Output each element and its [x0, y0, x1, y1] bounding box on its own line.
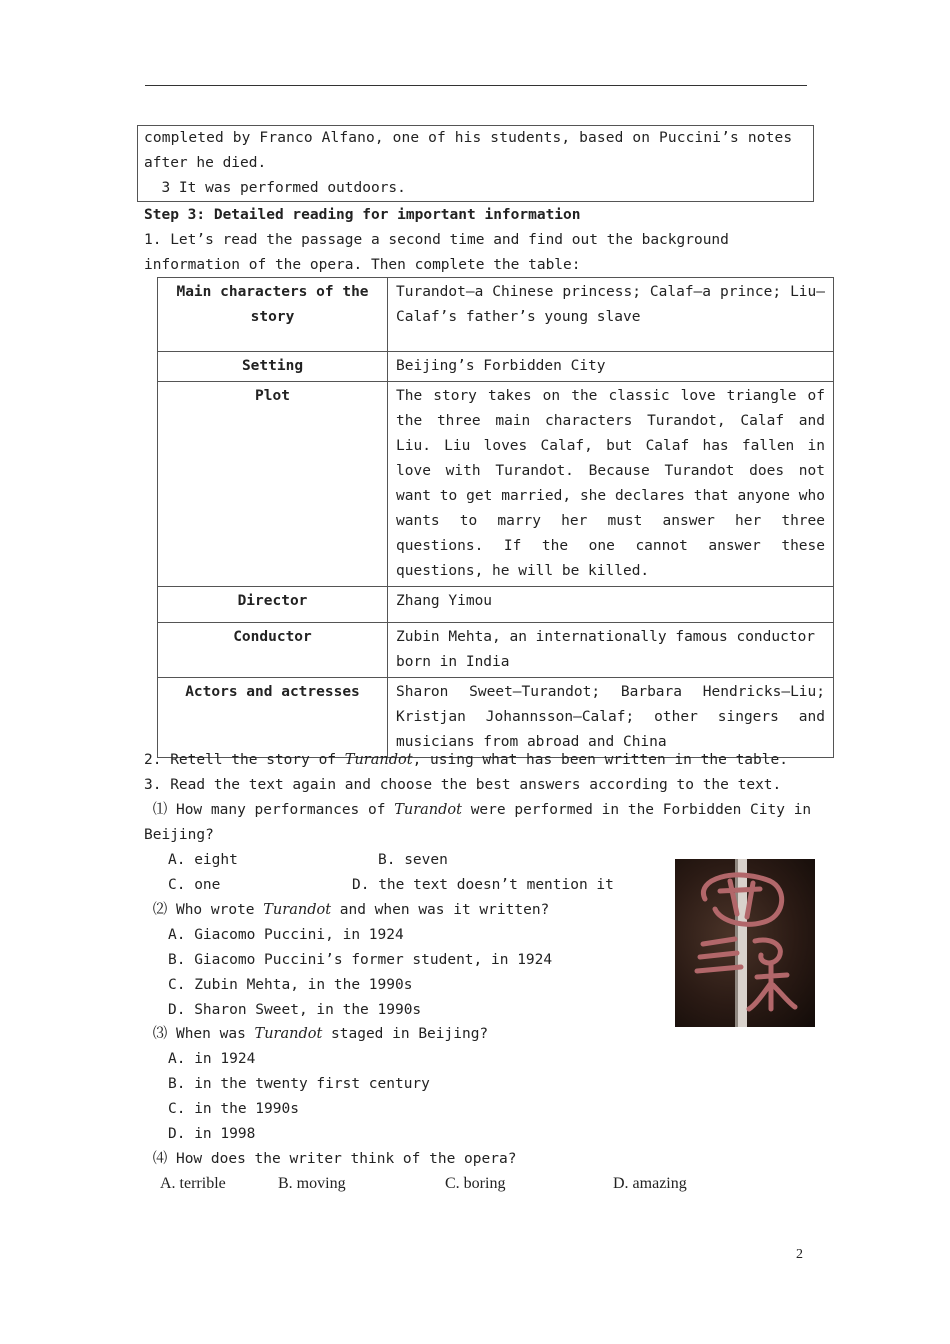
sub3-option-d: D. in 1998: [168, 1126, 256, 1142]
sub3-option-a: A. in 1924: [168, 1051, 256, 1067]
sub3-pre: ⑶ When was: [144, 1026, 255, 1042]
sub4-option-b: B. moving: [278, 1175, 346, 1192]
sub3-question: [144, 1022, 488, 1047]
table-row: [158, 623, 834, 678]
sub1-option-c: C. one: [168, 877, 221, 893]
sub3-title: Turandot: [254, 1026, 323, 1042]
q2-post: , using what has been written in the table.: [412, 752, 788, 768]
sub2-question: [144, 898, 549, 923]
sub1-option-d: D. the text doesn’t mention it: [352, 877, 614, 893]
sub1-question: [144, 798, 811, 823]
table-value: Sharon Sweet—Turandot; Barbara Hendricks—Liu; Kristjan Johannsson—Calaf; other singers and musicians from abroad and China: [388, 678, 834, 758]
table-row: [158, 352, 834, 382]
box-line-1: completed by Franco Alfano, one of his students, based on Puccini’s notes: [144, 130, 793, 146]
sub1-post: were performed in the Forbidden City in: [461, 802, 812, 818]
table-row: [158, 587, 834, 623]
table-value: Zubin Mehta, an internationally famous conductor born in India: [388, 623, 834, 678]
table-key: Main characters of the story: [158, 278, 388, 352]
background-table: [157, 277, 834, 758]
box-line-3: 3 It was performed outdoors.: [144, 180, 406, 196]
sub4-option-d: D. amazing: [613, 1175, 687, 1192]
q1-line-2: information of the opera. Then complete the table:: [144, 257, 581, 273]
sub4-option-a: A. terrible: [160, 1175, 226, 1192]
sub1-title: Turandot: [394, 802, 462, 818]
sub4-option-c: C. boring: [445, 1175, 506, 1192]
sub2-post: and when was it written?: [331, 902, 550, 918]
table-key: Director: [158, 587, 388, 623]
metal-pole: [738, 859, 747, 1027]
sub1-option-a: A. eight: [168, 852, 238, 868]
table-value: Beijing’s Forbidden City: [388, 352, 834, 382]
box-line-2: after he died.: [144, 155, 267, 171]
sub1-pre: ⑴ How many performances of: [144, 802, 395, 818]
sub3-post: staged in Beijing?: [322, 1026, 489, 1042]
page-number: 2: [796, 1247, 803, 1262]
table-value: Zhang Yimou: [388, 587, 834, 623]
table-key: Actors and actresses: [158, 678, 388, 758]
sub2-pre: ⑵ Who wrote: [144, 902, 264, 918]
turandot-poster-image: [675, 859, 815, 1027]
sub2-option-a: A. Giacomo Puccini, in 1924: [168, 927, 404, 943]
q2-title: Turandot: [344, 752, 413, 768]
sub2-title: Turandot: [263, 902, 332, 918]
table-row: [158, 278, 834, 352]
header-rule: [145, 85, 807, 86]
q2-text: [144, 748, 788, 773]
sub1-cont: Beijing?: [144, 827, 214, 843]
step3-heading: Step 3: Detailed reading for important information: [144, 207, 581, 223]
sub3-option-c: C. in the 1990s: [168, 1101, 299, 1117]
table-value: The story takes on the classic love triangle of the three main characters Turandot, Calaf and Liu. Liu loves Calaf, but Calaf has fallen in love with Turandot. Because Turandot does not want to get married, she declares that anyone who wants to marry her must answer her three questions. If the one cannot answer these questions, he will be killed.: [388, 382, 834, 587]
q3-text: 3. Read the text again and choose the best answers according to the text.: [144, 777, 782, 793]
table-key: Conductor: [158, 623, 388, 678]
sub1-option-b: B. seven: [378, 852, 448, 868]
pole-shadow: [735, 859, 738, 1027]
q1-line-1: 1. Let’s read the passage a second time and find out the background: [144, 232, 729, 248]
table-key: Setting: [158, 352, 388, 382]
table-row: [158, 382, 834, 587]
sub2-option-d: D. Sharon Sweet, in the 1990s: [168, 1002, 422, 1018]
sub2-option-c: C. Zubin Mehta, in the 1990s: [168, 977, 413, 993]
sub2-option-b: B. Giacomo Puccini’s former student, in 1924: [168, 952, 553, 968]
sub3-option-b: B. in the twenty first century: [168, 1076, 430, 1092]
table-key: Plot: [158, 382, 388, 587]
poster-art: [675, 859, 815, 1027]
table-row: [158, 678, 834, 758]
table-value: Turandot—a Chinese princess; Calaf—a prince; Liu—Calaf’s father’s young slave: [388, 278, 834, 352]
sub4-question: ⑷ How does the writer think of the opera?: [144, 1151, 517, 1167]
q2-pre: 2. Retell the story of: [144, 752, 345, 768]
